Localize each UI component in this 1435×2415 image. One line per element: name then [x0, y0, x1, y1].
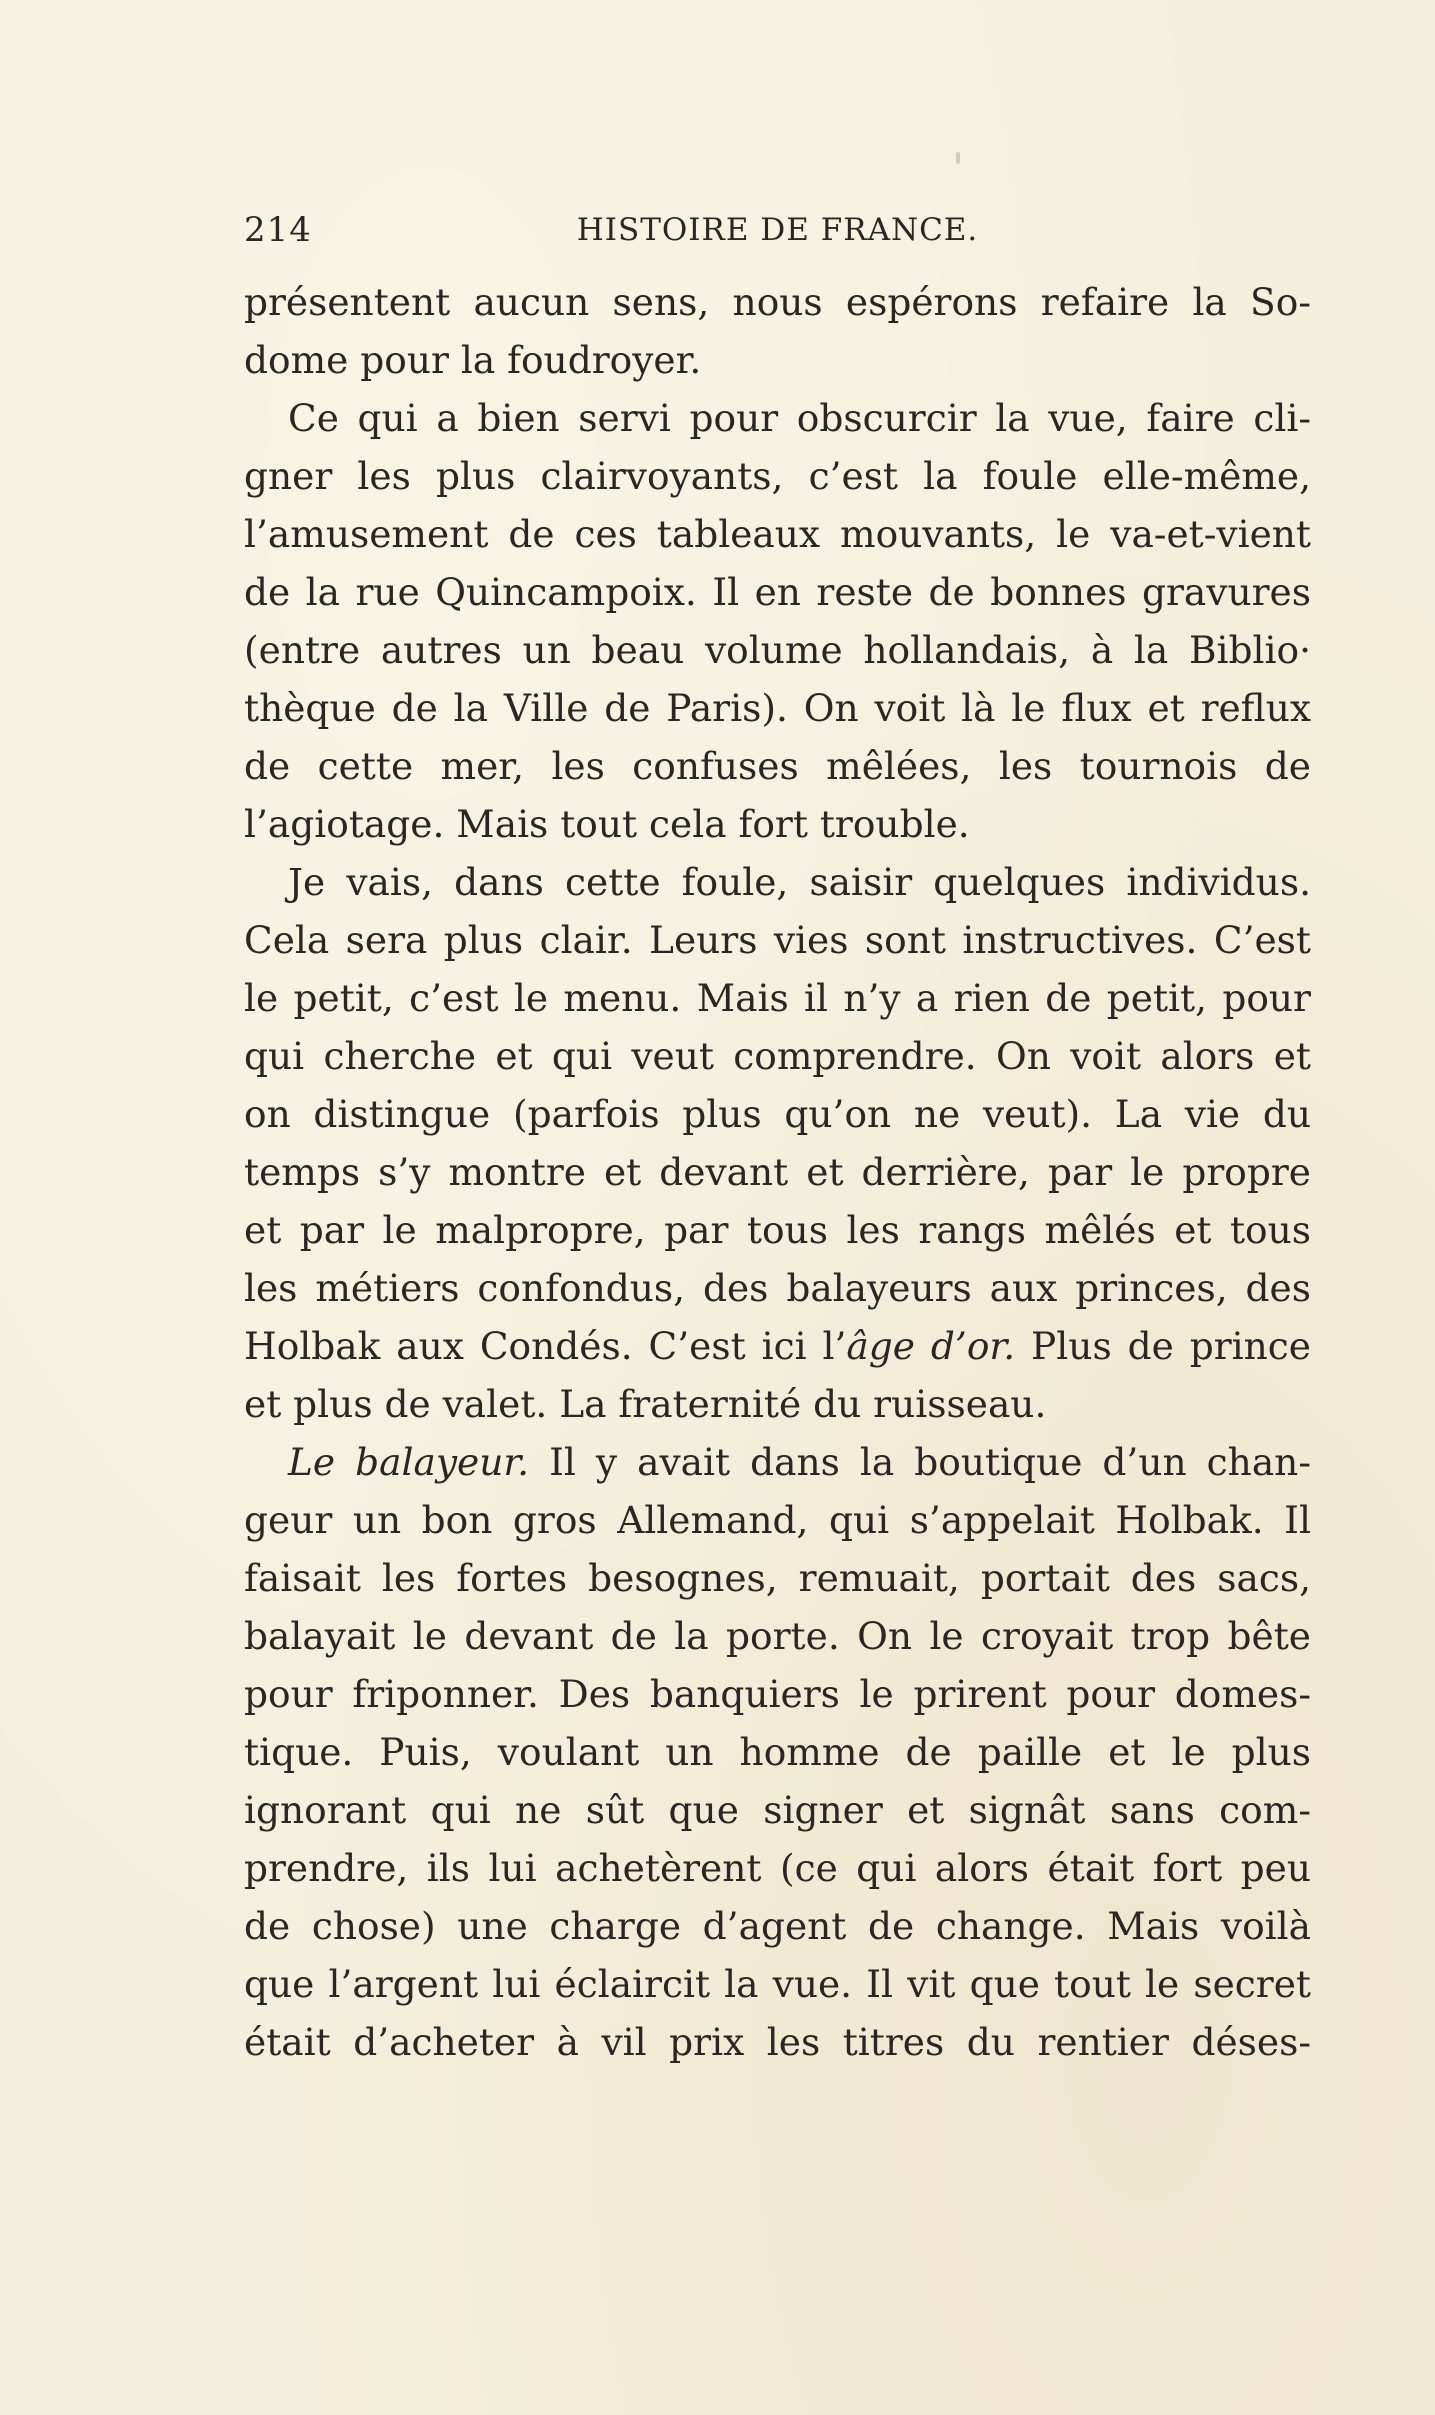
text-line: de la rue Quincampoix. Il en reste de bonnes gravures	[244, 570, 1311, 614]
text-line: et plus de valet. La fraternité du ruisseau.	[244, 1382, 1047, 1426]
text-line	[244, 1433, 1311, 1491]
text-line: Ce qui a bien servi pour obscurcir la vue, faire cli-	[288, 396, 1311, 440]
text-line: thèque de la Ville de Paris). On voit là le flux et reflux	[244, 686, 1311, 730]
text-line: pour friponner. Des banquiers le prirent pour domes-	[244, 1672, 1311, 1716]
text-segment: Holbak aux Condés. C’est ici l’	[244, 1324, 847, 1368]
text-line: (entre autres un beau volume hollandais, à la Biblio·	[244, 628, 1311, 672]
text-line: le petit, c’est le menu. Mais il n’y a rien de petit, pour	[244, 976, 1311, 1020]
text-line: était d’acheter à vil prix les titres du rentier déses-	[244, 2020, 1311, 2064]
text-line: dome pour la foudroyer.	[244, 338, 702, 382]
text-line: présentent aucun sens, nous espérons refaire la So-	[244, 280, 1311, 324]
text-line: faisait les fortes besognes, remuait, portait des sacs,	[244, 1556, 1311, 1600]
text-line: prendre, ils lui achetèrent (ce qui alors était fort peu	[244, 1846, 1311, 1890]
text-line: ignorant qui ne sût que signer et signât sans com-	[244, 1788, 1311, 1832]
text-line: temps s’y montre et devant et derrière, par le propre	[244, 1150, 1311, 1194]
text-line: balayait le devant de la porte. On le croyait trop bête	[244, 1614, 1311, 1658]
text-line: de chose) une charge d’agent de change. Mais voilà	[244, 1904, 1311, 1948]
text-line: on distingue (parfois plus qu’on ne veut). La vie du	[244, 1092, 1311, 1136]
text-line: l’amusement de ces tableaux mouvants, le va-et-vient	[244, 512, 1311, 556]
text-line: Cela sera plus clair. Leurs vies sont instructives. C’est	[244, 918, 1311, 962]
text-segment: Il y avait dans la boutique d’un chan-	[529, 1440, 1312, 1484]
paper-speck	[956, 152, 960, 164]
page-number: 214	[244, 210, 312, 250]
text-line: tique. Puis, voulant un homme de paille et le plus	[244, 1730, 1311, 1774]
text-segment: Plus de prince	[1015, 1324, 1311, 1368]
text-line: les métiers confondus, des balayeurs aux princes, des	[244, 1266, 1311, 1310]
italic-phrase: âge d’or.	[846, 1324, 1016, 1368]
text-line: l’agiotage. Mais tout cela fort trouble.	[244, 802, 970, 846]
text-line: qui cherche et qui veut comprendre. On voit alors et	[244, 1034, 1311, 1078]
text-line	[244, 1317, 1311, 1375]
text-line: de cette mer, les confuses mêlées, les tournois de	[244, 744, 1311, 788]
text-line: geur un bon gros Allemand, qui s’appelait Holbak. Il	[244, 1498, 1311, 1542]
text-line: gner les plus clairvoyants, c’est la foule elle-même,	[244, 454, 1311, 498]
page-header	[244, 206, 1311, 256]
text-line: et par le malpropre, par tous les rangs mêlés et tous	[244, 1208, 1311, 1252]
section-heading: Le balayeur.	[288, 1440, 530, 1484]
text-line: que l’argent lui éclaircit la vue. Il vit que tout le secret	[244, 1962, 1311, 2006]
body-text	[244, 273, 1311, 2071]
running-title: HISTOIRE DE FRANCE.	[576, 212, 979, 248]
text-line: Je vais, dans cette foule, saisir quelques individus.	[288, 860, 1311, 904]
